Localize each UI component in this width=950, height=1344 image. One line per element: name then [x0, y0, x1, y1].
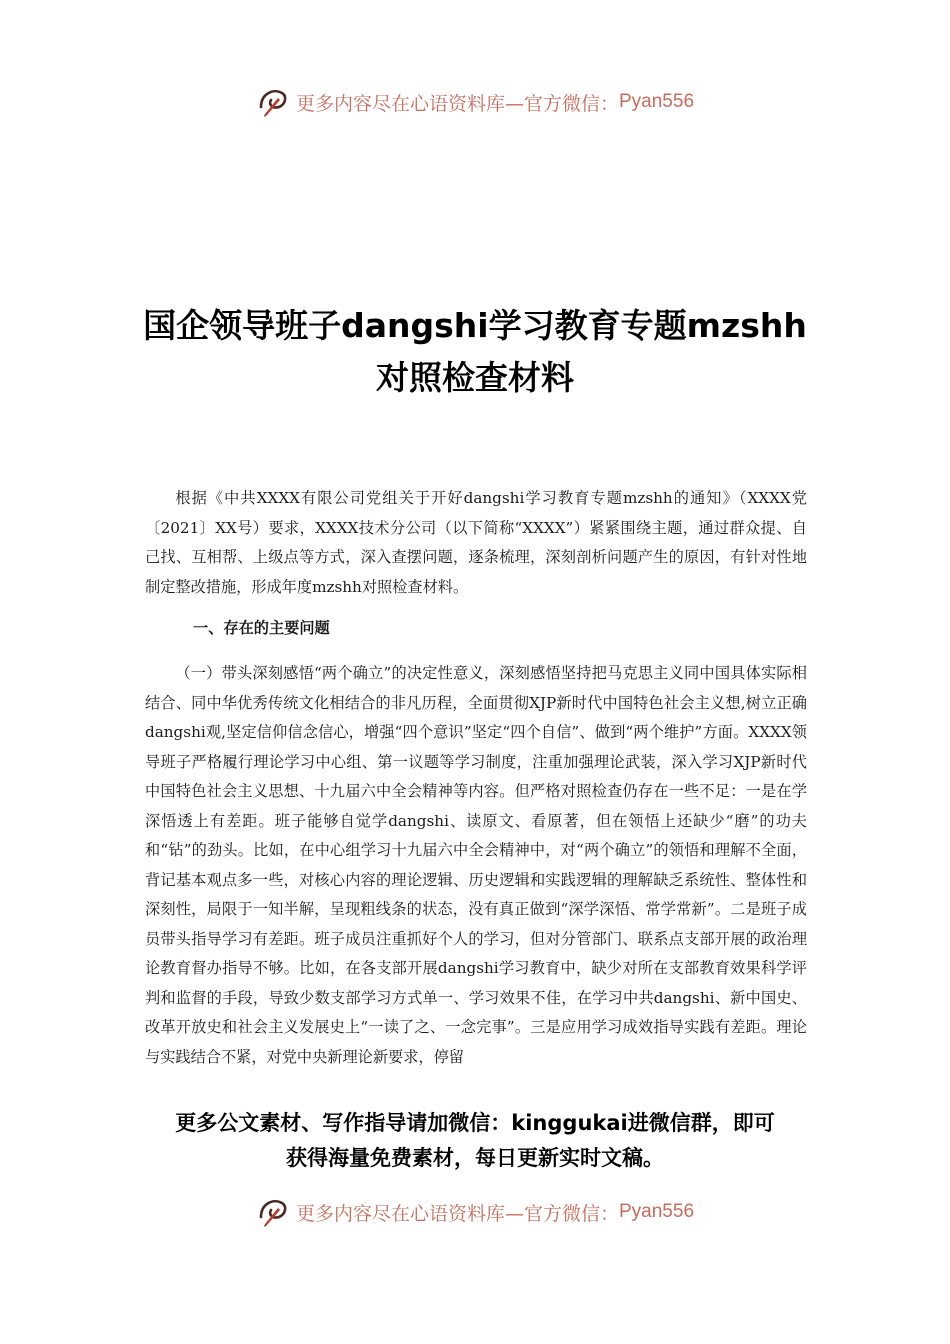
section-heading: 一、存在的主要问题 — [193, 619, 330, 637]
intro-paragraph: 根据《中共XXXX有限公司党组关于开好dangshi学习教育专题mzshh的通知》（XXXX党〔2021〕XX号）要求，XXXX技术分公司（以下简称“XXXX”）紧紧围绕主题，通过群众提、自己找、互相帮、上级点等方式，深入查摆问题，逐条梳理，深刻剖析问题产生的原因，有针对性地制定整改措施，形成年度mzshh对照检查材料。 — [145, 489, 807, 596]
footer-watermark-banner — [0, 1190, 950, 1234]
promo-notice — [100, 1106, 850, 1176]
document-title-line2: 对照检查材料 — [376, 358, 574, 397]
document-title-line1: 国企领导班子dangshi学习教育专题mzshh — [143, 306, 807, 345]
document-title — [100, 300, 850, 404]
header-watermark-banner — [0, 80, 950, 124]
header-banner-text: 更多内容尽在心语资料库—官方微信： — [295, 92, 619, 115]
pen-swirl-logo-icon — [256, 1195, 290, 1229]
pen-swirl-logo-icon — [256, 85, 290, 119]
footer-banner-text: 更多内容尽在心语资料库—官方微信： — [295, 1202, 619, 1225]
section-paragraph: （一）带头深刻感悟“两个确立”的决定性意义，深刻感悟坚持把马克思主义同中国具体实际相结合、同中华优秀传统文化相结合的非凡历程，全面贯彻XJP新时代中国特色社会主义想,树立正确dangshi观,坚定信仰信念信心，增强“四个意识”坚定“四个自信”、做到“两个维护”方面。XXXX领导班子严格履行理论学习中心组、第一议题等学习制度，注重加强理论武装，深入学习XJP新时代中国特色社会主义思想、十九届六中全会精神等内容。但严格对照检查仍存在一些不足：一是在学深悟透上有差距。班子能够自觉学dangshi、读原文、看原著，但在领悟上还缺少“磨”的功夫和“钻”的劲头。比如，在中心组学习十九届六中全会精神中，对“两个确立”的领悟和理解不全面，背记基本观点多一些，对核心内容的理论逻辑、历史逻辑和实践逻辑的理解缺乏系统性、整体性和深刻性，局限于一知半解，呈现粗线条的状态，没有真正做到“深学深悟、常学常新”。二是班子成员带头指导学习有差距。班子成员注重抓好个人的学习，但对分管部门、联系点支部开展的政治理论教育督办指导不够。比如，在各支部开展dangshi学习教育中，缺少对所在支部教育效果科学评判和监督的手段，导致少数支部学习方式单一、学习效果不佳，在学习中共dangshi、新中国史、改革开放史和社会主义发展史上“一读了之、一念完事”。三是应用学习成效指导实践有差距。理论与实践结合不紧，对党中央新理论新要求，停留 — [145, 664, 807, 1066]
header-wechat-id: Pyan556 — [619, 91, 695, 112]
promo-line1: 更多公文素材、写作指导请加微信：kinggukai进微信群，即可 — [175, 1111, 775, 1135]
promo-line2: 获得海量免费素材，每日更新实时文稿。 — [286, 1146, 664, 1170]
footer-wechat-id: Pyan556 — [619, 1201, 695, 1222]
